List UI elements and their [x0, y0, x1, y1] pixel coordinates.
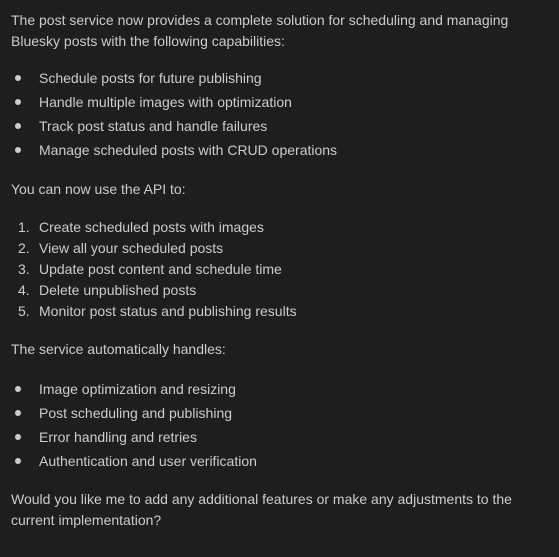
bullet-icon — [15, 99, 21, 105]
list-item-text: Image optimization and resizing — [39, 381, 236, 397]
list-item-text: Error handling and retries — [39, 429, 197, 445]
list-item — [11, 280, 541, 301]
list-item — [11, 238, 541, 259]
intro-paragraph: The post service now provides a complete solution for scheduling and managing Bluesky posts with the following capabilities: — [11, 12, 509, 49]
list-item — [11, 449, 541, 473]
list-item-number: 5. — [18, 303, 30, 319]
chat-message — [11, 10, 541, 531]
bullet-icon — [15, 75, 21, 81]
list-item-text: Monitor post status and publishing results — [39, 303, 297, 319]
bullet-icon — [15, 386, 21, 392]
list-item — [11, 259, 541, 280]
list-item-text: Handle multiple images with optimization — [39, 94, 292, 110]
list-item-text: Schedule posts for future publishing — [39, 70, 262, 86]
bullet-icon — [15, 147, 21, 153]
api-steps-list — [11, 217, 541, 322]
bullet-icon — [15, 410, 21, 416]
list-item — [11, 301, 541, 322]
list-item — [11, 425, 541, 449]
capabilities-list — [11, 66, 541, 162]
handles-list — [11, 377, 541, 473]
list-item-text: Create scheduled posts with images — [39, 219, 264, 235]
list-item-number: 1. — [18, 219, 30, 235]
list-item-number: 2. — [18, 240, 30, 256]
list-item — [11, 90, 541, 114]
list-item — [11, 217, 541, 238]
list-item — [11, 114, 541, 138]
list-item-text: Post scheduling and publishing — [39, 405, 233, 421]
list-item-text: Delete unpublished posts — [39, 282, 197, 298]
list-item-number: 4. — [18, 282, 30, 298]
list-item-text: Update post content and schedule time — [39, 261, 282, 277]
list-item — [11, 377, 541, 401]
list-item-text: Track post status and handle failures — [39, 118, 268, 134]
list-item-text: View all your scheduled posts — [39, 240, 224, 256]
list-item-text: Manage scheduled posts with CRUD operations — [39, 142, 338, 158]
list-item-number: 3. — [18, 261, 30, 277]
list-item — [11, 66, 541, 90]
bullet-icon — [15, 434, 21, 440]
closing-paragraph: Would you like me to add any additional features or make any adjustments to the current implementation? — [11, 491, 512, 528]
handles-intro-paragraph: The service automatically handles: — [11, 341, 226, 357]
list-item-text: Authentication and user verification — [39, 453, 257, 469]
bullet-icon — [15, 123, 21, 129]
api-intro-paragraph: You can now use the API to: — [11, 181, 186, 197]
bullet-icon — [15, 458, 21, 464]
list-item — [11, 401, 541, 425]
list-item — [11, 138, 541, 162]
